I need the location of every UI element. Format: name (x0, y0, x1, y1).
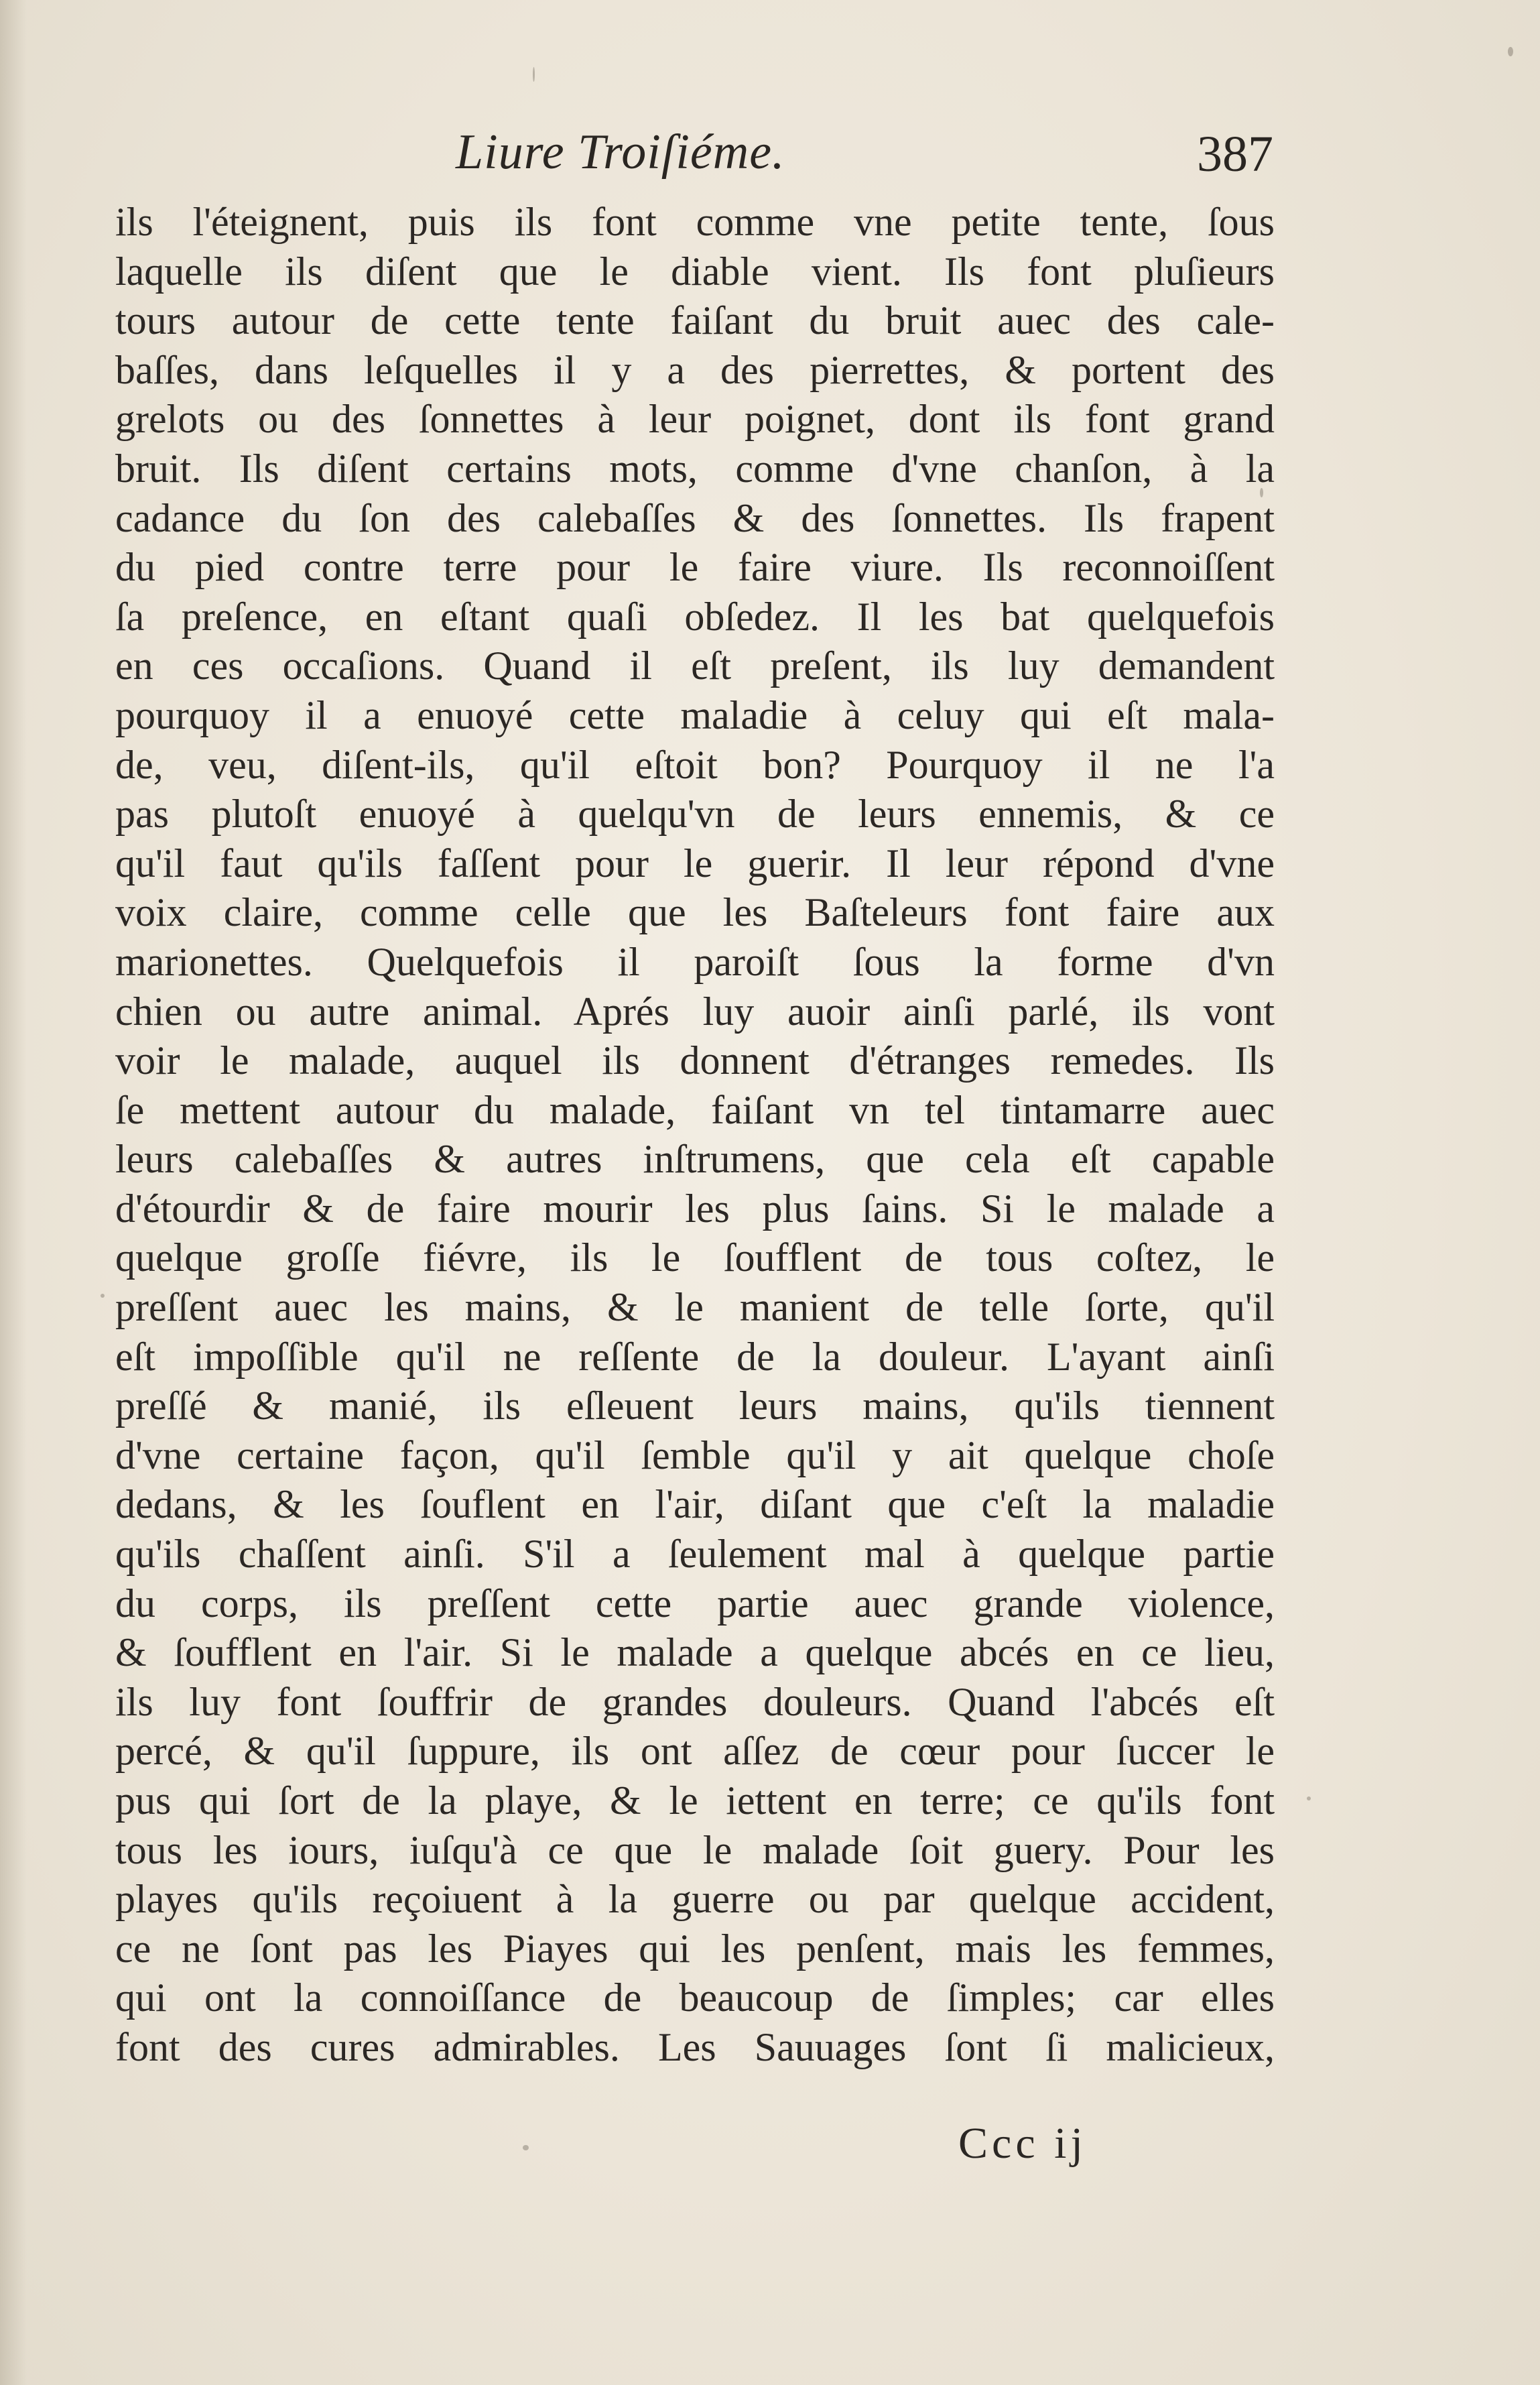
text-line: voir le malade, auquel ils donnent d'étranges remedes. Ils (115, 1038, 1275, 1083)
text-line: du corps, ils preſſent cette partie auec grande violence, (115, 1581, 1275, 1626)
text-line: ils luy font ſouffrir de grandes douleurs. Quand l'abcés eſt (115, 1679, 1275, 1724)
text-line: leurs calebaſſes & autres inſtrumens, que cela eſt capable (115, 1137, 1275, 1182)
text-line: playes qu'ils reçoiuent à la guerre ou par quelque accident, (115, 1877, 1275, 1922)
text-line: du pied contre terre pour le faire viure. Ils reconnoiſſent (115, 545, 1275, 590)
text-line: baſſes, dans leſquelles il y a des pierrettes, & portent des (115, 347, 1275, 392)
text-line: bruit. Ils diſent certains mots, comme d'vne chanſon, à la (115, 446, 1275, 491)
text-line: ce ne ſont pas les Piayes qui les penſent, mais les femmes, (115, 1926, 1275, 1971)
text-line: cadance du ſon des calebaſſes & des ſonnettes. Ils frapent (115, 495, 1275, 540)
text-line: grelots ou des ſonnettes à leur poignet, dont ils font grand (115, 397, 1275, 442)
text-line: pas plutoſt enuoyé à quelqu'vn de leurs ennemis, & ce (115, 792, 1275, 837)
paper-speck (533, 67, 535, 82)
text-line: ſe mettent autour du malade, faiſant vn tel tintamarre auec (115, 1087, 1275, 1132)
text-line: preſſé & manié, ils eſleuent leurs mains, qu'ils tiennent (115, 1384, 1275, 1428)
text-line: tous les iours, iuſqu'à ce que le malade ſoit guery. Pour les (115, 1827, 1275, 1872)
text-line: font des cures admirables. Les Sauuages ſont ſi malicieux, (115, 2024, 1275, 2069)
text-line: laquelle ils diſent que le diable vient. Ils font pluſieurs (115, 249, 1275, 294)
text-line: eſt impoſſible qu'il ne reſſente de la douleur. L'ayant ainſi (115, 1334, 1275, 1379)
text-line: qu'il faut qu'ils faſſent pour le guerir. Il leur répond d'vne (115, 841, 1275, 885)
gutter-shadow (0, 0, 27, 2385)
signature-mark: Ccc ij (958, 2119, 1087, 2168)
text-line: qui ont la connoiſſance de beaucoup de ſimples; car elles (115, 1975, 1275, 2020)
paper-speck (1307, 1796, 1311, 1800)
paper-speck (101, 1294, 105, 1298)
text-line: d'étourdir & de faire mourir les plus ſains. Si le malade a (115, 1186, 1275, 1231)
paper-speck (1260, 488, 1263, 497)
text-line: en ces occaſions. Quand il eſt preſent, ils luy demandent (115, 644, 1275, 688)
text-line: ils l'éteignent, puis ils font comme vne petite tente, ſous (115, 200, 1275, 244)
text-line: & ſoufflent en l'air. Si le malade a quelque abcés en ce lieu, (115, 1630, 1275, 1675)
text-line: pus qui ſort de la playe, & le iettent en terre; ce qu'ils font (115, 1778, 1275, 1823)
text-line: pourquoy il a enuoyé cette maladie à celuy qui eſt mala- (115, 692, 1275, 737)
paper-speck (1508, 47, 1513, 56)
body-text (115, 198, 1275, 2073)
running-head (114, 117, 1273, 191)
text-line: qu'ils chaſſent ainſi. S'il a ſeulement mal à quelque partie (115, 1532, 1275, 1577)
text-line: ſa preſence, en eſtant quaſi obſedez. Il les bat quelquefois (115, 594, 1275, 639)
text-line: preſſent auec les mains, & le manient de telle ſorte, qu'il (115, 1285, 1275, 1330)
text-line: marionettes. Quelquefois il paroiſt ſous la forme d'vn (115, 939, 1275, 984)
text-line: chien ou autre animal. Aprés luy auoir ainſi parlé, ils vont (115, 989, 1275, 1034)
text-line: quelque groſſe fiévre, ils le ſoufflent de tous coſtez, le (115, 1235, 1275, 1280)
paper-speck (523, 2145, 529, 2150)
running-head-title: Liure Troiſiéme. (456, 125, 785, 180)
text-line: percé, & qu'il ſuppure, ils ont aſſez de cœur pour ſuccer le (115, 1729, 1275, 1774)
text-line: dedans, & les ſouflent en l'air, diſant que c'eſt la maladie (115, 1482, 1275, 1527)
text-line: de, veu, diſent-ils, qu'il eſtoit bon? Pourquoy il ne l'a (115, 742, 1275, 787)
text-line: tours autour de cette tente faiſant du bruit auec des cale- (115, 298, 1275, 343)
text-line: d'vne certaine façon, qu'il ſemble qu'il y ait quelque choſe (115, 1432, 1275, 1477)
text-line: voix claire, comme celle que les Baſteleurs font faire aux (115, 890, 1275, 935)
page-number: 387 (1197, 126, 1273, 182)
